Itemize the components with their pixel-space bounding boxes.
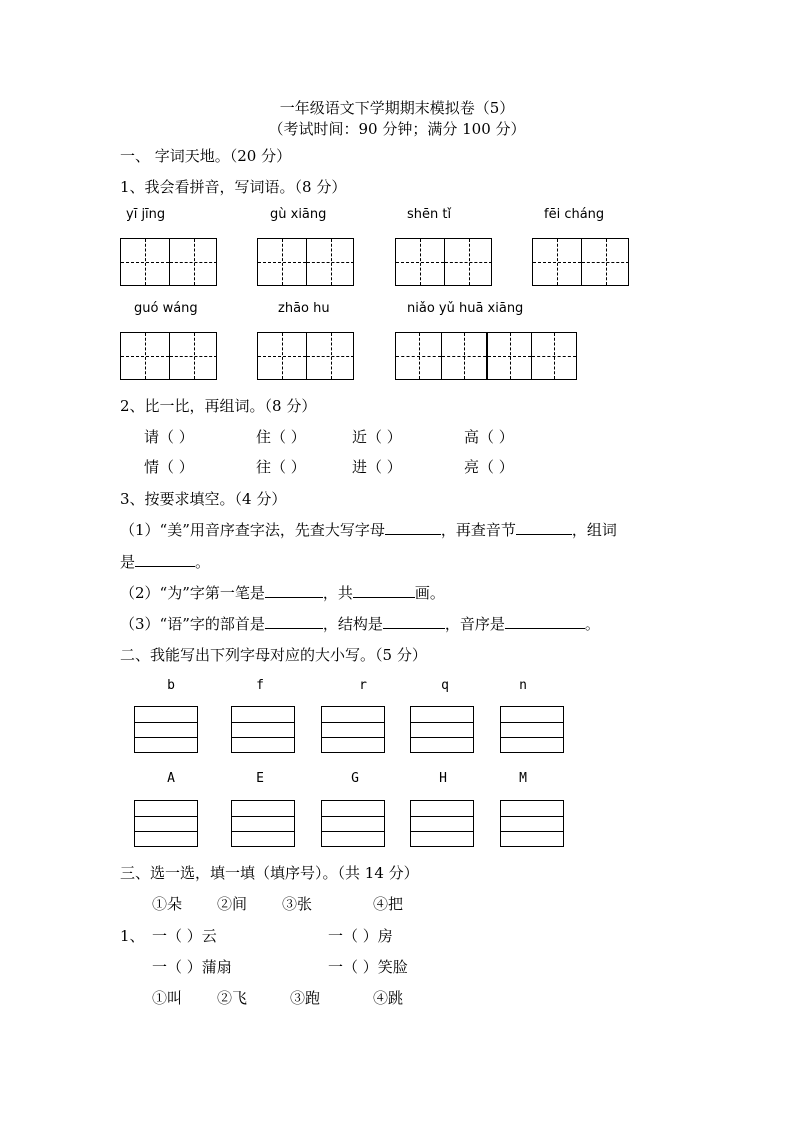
letter-label: b xyxy=(167,678,175,693)
exam-info: （考试时间：90 分钟；满分 100 分） xyxy=(268,120,526,138)
writing-grid[interactable] xyxy=(120,332,217,380)
option-item: ②飞 xyxy=(217,989,248,1007)
compare-item: 往（ ） xyxy=(256,458,306,476)
pinyin-label: zhāo hu xyxy=(278,301,330,316)
compare-item: 住（ ） xyxy=(256,428,306,446)
answer-blank[interactable] xyxy=(353,583,415,598)
writing-grid[interactable] xyxy=(532,238,629,286)
q3-text: ，音序是 xyxy=(444,615,505,633)
fill-item: 一（ ）蒲扇 xyxy=(152,958,232,976)
answer-blank[interactable] xyxy=(265,614,323,629)
answer-blank[interactable] xyxy=(516,520,572,535)
four-line-grid[interactable] xyxy=(321,706,385,753)
letter-label: f xyxy=(256,678,264,693)
section-1-heading: 一、 字词天地。（20 分） xyxy=(120,147,292,165)
letter-label: E xyxy=(256,771,264,786)
pinyin-label: fēi cháng xyxy=(544,207,605,222)
section-2-heading: 二、我能写出下列字母对应的大小写。（5 分） xyxy=(120,646,427,664)
option-item: ②间 xyxy=(217,895,248,913)
compare-item: 进（ ） xyxy=(352,458,402,476)
four-line-grid[interactable] xyxy=(321,800,385,847)
four-line-grid[interactable] xyxy=(410,706,474,753)
writing-grid[interactable] xyxy=(395,332,577,380)
four-line-grid[interactable] xyxy=(134,706,198,753)
pinyin-label: guó wáng xyxy=(134,301,198,316)
compare-item: 亮（ ） xyxy=(464,458,514,476)
pinyin-label: gù xiāng xyxy=(270,207,327,222)
q3-text: 。 xyxy=(195,553,211,571)
four-line-grid[interactable] xyxy=(231,800,295,847)
q3-item-2 xyxy=(120,582,445,603)
q3-text: 是 xyxy=(120,553,136,571)
compare-item: 近（ ） xyxy=(352,428,402,446)
q3-text: ，组词 xyxy=(571,521,617,539)
writing-grid[interactable] xyxy=(257,332,354,380)
section-3-heading: 三、选一选，填一填（填序号）。（共 14 分） xyxy=(120,864,419,882)
four-line-grid[interactable] xyxy=(231,706,295,753)
option-item: ④把 xyxy=(373,895,404,913)
pinyin-label: niǎo yǔ huā xiāng xyxy=(407,301,524,316)
q3-text: （2）“为”字第一笔是 xyxy=(120,584,265,602)
four-line-grid[interactable] xyxy=(500,706,564,753)
letter-label: H xyxy=(439,771,447,786)
writing-grid[interactable] xyxy=(395,238,492,286)
option-item: ③跑 xyxy=(290,989,321,1007)
answer-blank[interactable] xyxy=(383,614,445,629)
compare-item: 情（ ） xyxy=(144,458,194,476)
letter-label: q xyxy=(441,678,449,693)
q3-item-1 xyxy=(120,519,617,540)
pinyin-label: shēn tǐ xyxy=(407,207,452,222)
letter-label: r xyxy=(359,678,367,693)
fill-item: 一（ ）房 xyxy=(328,927,393,945)
q3-text: ，共 xyxy=(322,584,353,602)
option-item: ④跳 xyxy=(373,989,404,1007)
fill-item: 一（ ）云 xyxy=(152,927,217,945)
compare-item: 请（ ） xyxy=(144,428,194,446)
q3-text: 。 xyxy=(584,615,600,633)
answer-blank[interactable] xyxy=(385,520,441,535)
writing-grid[interactable] xyxy=(120,238,217,286)
option-item: ③张 xyxy=(282,895,313,913)
four-line-grid[interactable] xyxy=(410,800,474,847)
letter-label: A xyxy=(167,771,175,786)
answer-blank[interactable] xyxy=(505,614,585,629)
option-item: ①叫 xyxy=(152,989,183,1007)
q3-text: ，再查音节 xyxy=(440,521,516,539)
question-number: 1、 xyxy=(120,927,145,945)
answer-blank[interactable] xyxy=(265,583,323,598)
q3-text: （1）“美”用音序查字法，先查大写字母 xyxy=(120,521,385,539)
compare-item: 高（ ） xyxy=(464,428,514,446)
pinyin-label: yī jīng xyxy=(126,207,166,222)
option-item: ①朵 xyxy=(152,895,183,913)
q1-heading: 1、我会看拼音，写词语。（8 分） xyxy=(120,178,347,196)
letter-label: n xyxy=(519,678,527,693)
q3-item-1-cont xyxy=(120,551,210,572)
q3-text: ，结构是 xyxy=(322,615,383,633)
q3-heading: 3、按要求填空。（4 分） xyxy=(120,490,287,508)
writing-grid[interactable] xyxy=(257,238,354,286)
four-line-grid[interactable] xyxy=(500,800,564,847)
q3-text: （3）“语”字的部首是 xyxy=(120,615,265,633)
q2-heading: 2、比一比，再组词。（8 分） xyxy=(120,397,317,415)
answer-blank[interactable] xyxy=(135,552,195,567)
letter-label: G xyxy=(351,771,359,786)
four-line-grid[interactable] xyxy=(134,800,198,847)
q3-text: 画。 xyxy=(414,584,445,602)
page-title: 一年级语文下学期期末模拟卷（5） xyxy=(279,99,515,117)
fill-item: 一（ ）笑脸 xyxy=(328,958,408,976)
letter-label: M xyxy=(519,771,527,786)
q3-item-3 xyxy=(120,613,600,634)
